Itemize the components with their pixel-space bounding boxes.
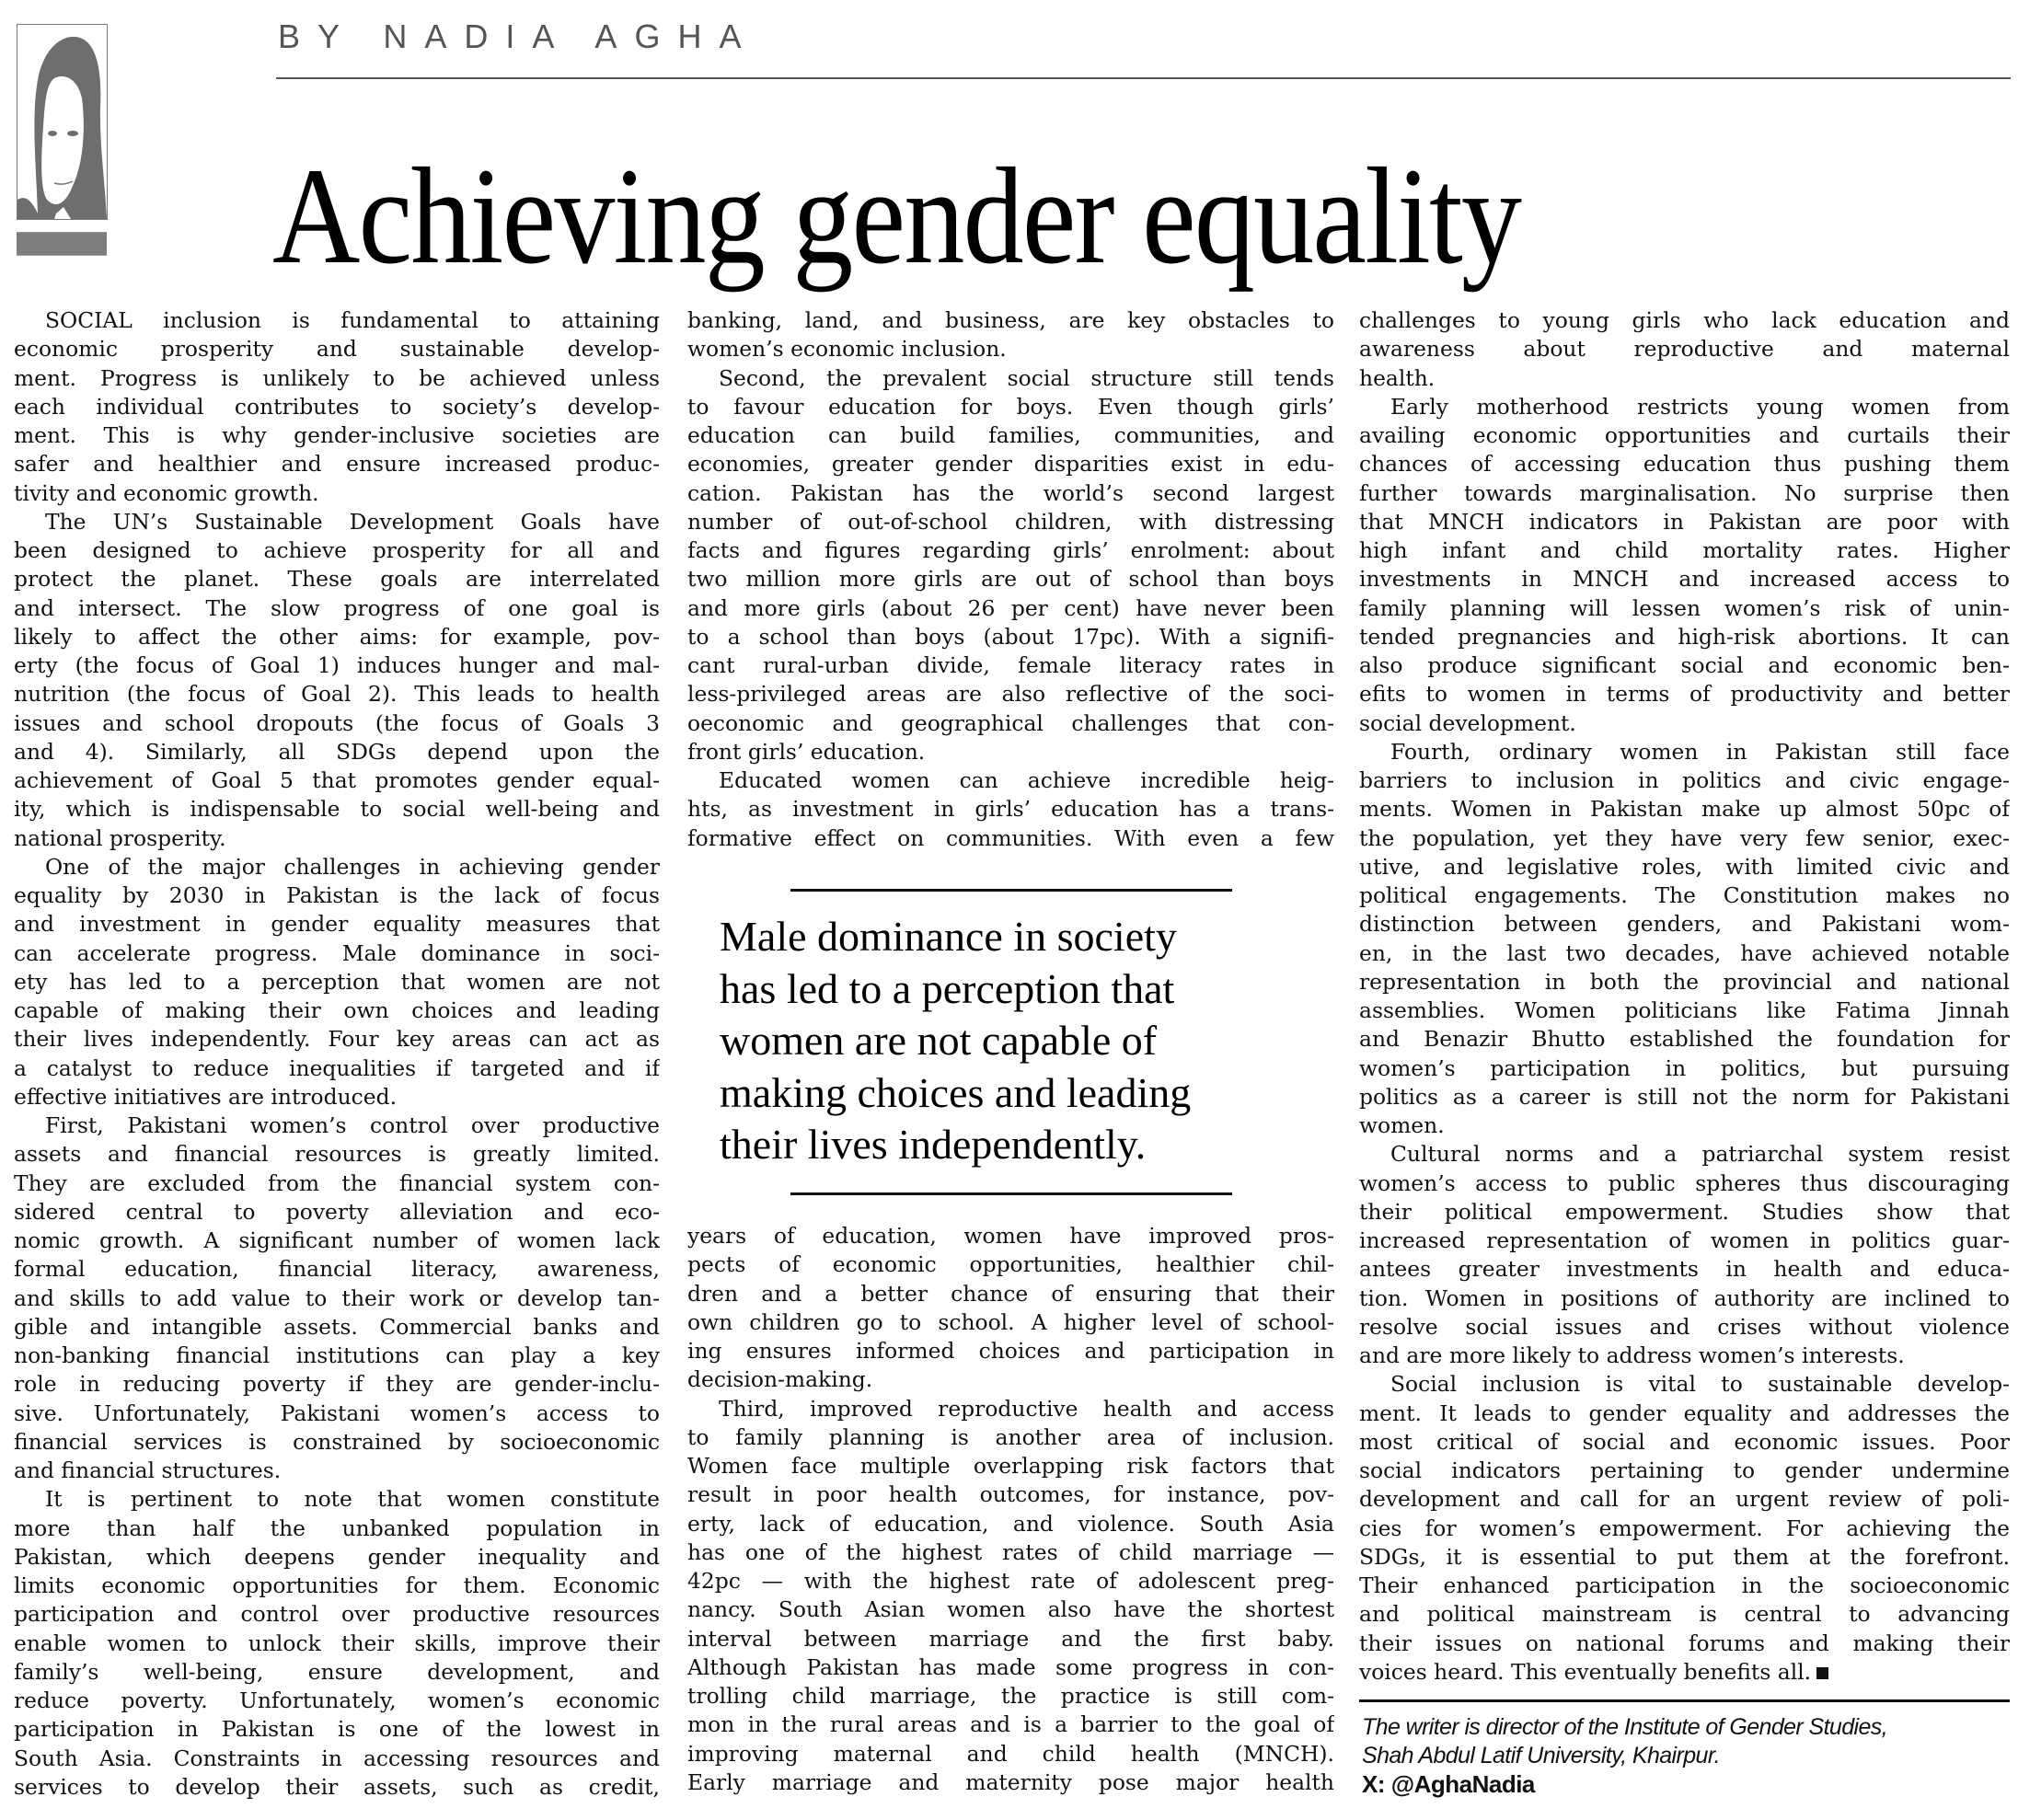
article-text-line: national prosperity. <box>14 824 226 851</box>
article-text-line: a catalyst to reduce inequalities if targeted and if <box>14 1054 660 1081</box>
article-text-line: oeconomic and geographical challenges that con- <box>687 709 1334 736</box>
article-text-line: Cultural norms and a patriarchal system resist <box>1390 1141 2010 1168</box>
article-text-line: cation. Pakistan has the world’s second largest <box>687 479 1334 506</box>
article-text-line: their issues on national forums and making their <box>1359 1630 2010 1656</box>
article-text-line: One of the major challenges in achieving gender <box>45 853 660 880</box>
article-text-line: been designed to achieve prosperity for all and <box>14 537 660 563</box>
pullquote <box>720 911 1309 1171</box>
article-text-line: Pakistan, which deepens gender inequality and <box>14 1543 660 1570</box>
headline: Achieving gender equality <box>272 140 1521 293</box>
article-text-line: equality by 2030 in Pakistan is the lack of focus <box>14 882 660 908</box>
article-text-line: nutrition (the focus of Goal 2). This leads to health <box>14 681 660 708</box>
author-portrait-icon <box>17 25 107 219</box>
article-text-line: development and call for an urgent review of poli- <box>1359 1486 2010 1513</box>
article-text-line: participation in Pakistan is one of the lowest in <box>14 1716 660 1743</box>
article-text-line: Although Pakistan has made some progress in con- <box>687 1653 1334 1680</box>
article-text-line: women’s economic inclusion. <box>687 336 1007 363</box>
article-text-line: and intersect. The slow progress of one goal is <box>14 594 660 621</box>
article-text-line: and financial structures. <box>14 1457 282 1483</box>
article-text-line: each individual contributes to society’s develop- <box>14 393 660 420</box>
article-text-line: erty (the focus of Goal 1) induces hunger and mal- <box>14 652 660 678</box>
article-text-line: front girls’ education. <box>687 738 926 765</box>
pullquote-line: Male dominance in society <box>720 913 1177 960</box>
article-text-line: formal education, financial literacy, awareness, <box>14 1256 660 1283</box>
article-text-line: ment. Progress is unlikely to be achieved unless <box>14 364 660 391</box>
article-text-line: politics as a career is still not the norm for Pakistani <box>1359 1083 2010 1110</box>
article-column-2-top <box>687 306 1334 853</box>
article-text-line: participation and control over productive resources <box>14 1601 660 1628</box>
article-text-line: less-privileged areas are also reflective of the soci- <box>687 681 1334 708</box>
article-text-line: challenges to young girls who lack education and <box>1359 307 2010 333</box>
article-text-line: health. <box>1359 364 1436 391</box>
article-text-line: facts and figures regarding girls’ enrolment: about <box>687 537 1334 563</box>
article-text-line: South Asia. Constraints in accessing resources and <box>14 1745 660 1771</box>
article-text-line: efits to women in terms of productivity and better <box>1359 681 2010 708</box>
article-text-line: SDGs, it is essential to put them at the forefront. <box>1359 1543 2010 1570</box>
article-text-line: pects of economic opportunities, healthier chil- <box>687 1251 1334 1278</box>
article-text-line: economies, greater gender disparities exist in edu- <box>687 451 1334 478</box>
article-text-line: Early marriage and maternity pose major health <box>687 1768 1334 1795</box>
article-text-line: has one of the highest rates of child marriage — <box>687 1538 1334 1565</box>
article-text-line: chances of accessing education thus pushing them <box>1359 451 2010 478</box>
pullquote-line: making choices and leading <box>720 1068 1192 1116</box>
article-text-line: issues and school dropouts (the focus of Goals 3 <box>14 709 660 736</box>
article-text-line: tion. Women in positions of authority are inclined to <box>1359 1284 2010 1311</box>
credit-divider <box>1359 1699 2010 1702</box>
article-text-line: years of education, women have improved pros- <box>687 1223 1334 1249</box>
article-text-line: women’s participation in politics, but pursuing <box>1359 1054 2010 1081</box>
article-text-line: family planning will lessen women’s risk of unin- <box>1359 594 2010 621</box>
article-text-line: banking, land, and business, are key obstacles to <box>687 307 1334 333</box>
article-text-line: antees greater investments in health and educa- <box>1359 1256 2010 1283</box>
pullquote-line: women are not capable of <box>720 1017 1158 1064</box>
article-text-line: SOCIAL inclusion is fundamental to attaining <box>45 307 660 333</box>
article-text-line: gible and intangible assets. Commercial banks and <box>14 1313 660 1340</box>
article-text-line: Educated women can achieve incredible heig- <box>719 767 1334 793</box>
article-text-line: economic prosperity and sustainable develop- <box>14 336 660 363</box>
article-text-line: to favour education for boys. Even though girls’ <box>687 393 1334 420</box>
author-credit-line-2: Shah Abdul Latif University, Khairpur. <box>1362 1743 1720 1768</box>
article-text-line: limits economic opportunities for them. Economic <box>14 1572 660 1598</box>
article-text-line: Third, improved reproductive health and access <box>719 1395 1334 1422</box>
pullquote-bottom-rule <box>790 1192 1232 1195</box>
article-text-line: ety has led to a perception that women are not <box>14 968 660 995</box>
article-text-line: increased representation of women in politics guar- <box>1359 1227 2010 1253</box>
article-column-2-bottom <box>687 1222 1334 1797</box>
article-text-line: It is pertinent to note that women constitute <box>45 1486 660 1513</box>
article-text-line: availing economic opportunities and curtails their <box>1359 422 2010 448</box>
article-text-line: ment. This is why gender-inclusive societies are <box>14 422 660 448</box>
article-text-line: Second, the prevalent social structure still tends <box>719 364 1334 391</box>
article-text-line: result in poor health outcomes, for instance, pov- <box>687 1481 1334 1508</box>
article-text-line: ing ensures informed choices and participation in <box>687 1338 1334 1364</box>
article-text-line: social indicators pertaining to gender undermine <box>1359 1457 2010 1483</box>
pullquote-line: their lives independently. <box>720 1121 1147 1168</box>
article-text-line: They are excluded from the financial system con- <box>14 1169 660 1196</box>
article-text-line: protect the planet. These goals are interrelated <box>14 566 660 593</box>
article-text-line: voices heard. This eventually benefits all. <box>1359 1658 2010 1687</box>
article-text-line: high infant and child mortality rates. Higher <box>1359 537 2010 563</box>
article-text-line: non-banking financial institutions can play a key <box>14 1342 660 1368</box>
article-text-line: representation in both the provincial and national <box>1359 968 2010 995</box>
article-text-line: trolling child marriage, the practice is still com- <box>687 1683 1334 1709</box>
author-social-handle[interactable]: X: @AghaNadia <box>1362 1770 1535 1798</box>
article-text-line: Women face multiple overlapping risk factors that <box>687 1453 1334 1479</box>
article-text-line: dren and a better chance of ensuring that their <box>687 1280 1334 1307</box>
article-text-line: investments in MNCH and increased access to <box>1359 566 2010 593</box>
article-text-line: and political mainstream is central to advancing <box>1359 1601 2010 1628</box>
article-text-line: and Benazir Bhutto established the foundation for <box>1359 1026 2010 1053</box>
article-text-line: capable of making their own choices and leading <box>14 997 660 1023</box>
article-text-line: 42pc — with the highest rate of adolescent preg- <box>687 1568 1334 1594</box>
article-text-line: hts, as investment in girls’ education has a trans- <box>687 796 1334 823</box>
article-text-line: role in reducing poverty if they are gender-inclu- <box>14 1371 660 1398</box>
author-credit-line-1: The writer is director of the Institute of Gender Studies, <box>1362 1714 1888 1740</box>
pullquote-line: has led to a perception that <box>720 964 1175 1012</box>
article-text-line: awareness about reproductive and maternal <box>1359 336 2010 363</box>
author-credit <box>1362 1713 2012 1799</box>
article-text-line: likely to affect the other aims: for example, pov- <box>14 623 660 650</box>
article-text-line: also produce significant social and economic ben- <box>1359 652 2010 678</box>
article-text-line: nomic growth. A significant number of women lack <box>14 1227 660 1253</box>
article-text-line: Social inclusion is vital to sustainable develop- <box>1390 1371 2010 1398</box>
article-text-line: enable women to unlock their skills, improve their <box>14 1630 660 1656</box>
article-text-line: decision-making. <box>687 1366 873 1393</box>
article-text-line: Early motherhood restricts young women from <box>1390 393 2010 420</box>
article-text-line: sive. Unfortunately, Pakistani women’s access to <box>14 1400 660 1426</box>
article-text-line: and 4). Similarly, all SDGs depend upon the <box>14 738 660 765</box>
article-text-line: financial services is constrained by socioeconomic <box>14 1428 660 1455</box>
article-column-1 <box>14 306 660 1802</box>
article-text-line: more than half the unbanked population in <box>14 1515 660 1541</box>
article-text-line: mon in the rural areas and is a barrier to the goal of <box>687 1711 1334 1738</box>
article-text-line: to a school than boys (about 17pc). With a signifi- <box>687 623 1334 650</box>
article-text-line: ment. It leads to gender equality and addresses the <box>1359 1400 2010 1426</box>
byline: BY NADIA AGHA <box>278 17 759 55</box>
article-text-line: formative effect on communities. With even a few <box>687 824 1334 851</box>
author-photo <box>17 24 108 220</box>
pullquote-top-rule <box>790 889 1232 892</box>
article-text-line: assets and financial resources is greatly limited. <box>14 1141 660 1168</box>
article-text-line: tivity and economic growth. <box>14 479 319 506</box>
article-text-line: their political empowerment. Studies show that <box>1359 1198 2010 1225</box>
article-text-line: tended pregnancies and high-risk abortions. It can <box>1359 623 2010 650</box>
article-text-line: and are more likely to address women’s interests. <box>1359 1342 1905 1368</box>
article-text-line: Fourth, ordinary women in Pakistan still face <box>1390 738 2010 765</box>
article-text-line: en, in the last two decades, have achieved notable <box>1359 939 2010 966</box>
article-text-line: women. <box>1359 1112 1445 1138</box>
article-text-line: barriers to inclusion in politics and civic engage- <box>1359 767 2010 793</box>
article-text-line: education can build families, communities, and <box>687 422 1334 448</box>
article-text-line: resolve social issues and crises without violence <box>1359 1313 2010 1340</box>
article-text-line: First, Pakistani women’s control over productive <box>45 1112 660 1138</box>
end-of-article-mark-icon <box>1816 1667 1828 1679</box>
article-text-line: ments. Women in Pakistan make up almost 50pc of <box>1359 796 2010 823</box>
article-text-line: the population, yet they have very few senior, exec- <box>1359 824 2010 851</box>
article-column-3 <box>1359 306 2010 1687</box>
article-text-line: family’s well-being, ensure development, and <box>14 1658 660 1685</box>
article-text-line: erty, lack of education, and violence. South Asia <box>687 1510 1334 1537</box>
article-text-line: further towards marginalisation. No surprise then <box>1359 479 2010 506</box>
article-text-line: interval between marriage and the first baby. <box>687 1625 1334 1652</box>
article-text-line: services to develop their assets, such as credit, <box>14 1773 660 1800</box>
article-text-line: most critical of social and economic issues. Poor <box>1359 1428 2010 1455</box>
article-text-line: achievement of Goal 5 that promotes gender equal- <box>14 767 660 793</box>
article-text-line: sidered central to poverty alleviation and eco- <box>14 1198 660 1225</box>
photo-caption-bar <box>17 232 107 256</box>
article-text-line: and investment in gender equality measures that <box>14 911 660 938</box>
article-text-line: number of out-of-school children, with distressing <box>687 508 1334 535</box>
article-text-line: utive, and legislative roles, with limited civic and <box>1359 853 2010 880</box>
article-text-line: safer and healthier and ensure increased produc- <box>14 451 660 478</box>
article-text-line: and skills to add value to their work or develop tan- <box>14 1284 660 1311</box>
article-text-line: that MNCH indicators in Pakistan are poor with <box>1359 508 2010 535</box>
article-text-line: two million more girls are out of school than boys <box>687 566 1334 593</box>
article-text-line: improving maternal and child health (MNCH). <box>687 1740 1334 1767</box>
article-text-line: nancy. South Asian women also have the shortest <box>687 1596 1334 1623</box>
byline-divider <box>276 77 2011 79</box>
article-text-line: reduce poverty. Unfortunately, women’s economic <box>14 1688 660 1713</box>
article-text-line: assemblies. Women politicians like Fatima Jinnah <box>1359 997 2010 1023</box>
article-text-line: political engagements. The Constitution makes no <box>1359 882 2010 908</box>
article-text-line: and more girls (about 26 per cent) have never been <box>687 594 1334 621</box>
article-text-line: distinction between genders, and Pakistani wom- <box>1359 911 2010 938</box>
article-text-line: women’s access to public spheres thus discouraging <box>1359 1169 2010 1196</box>
article-text-line: social development. <box>1359 709 1576 736</box>
article-text-line: own children go to school. A higher level of school- <box>687 1308 1334 1335</box>
article-text-line: Their enhanced participation in the socioeconomic <box>1359 1572 2010 1598</box>
article-text-line: their lives independently. Four key areas can act as <box>14 1026 660 1053</box>
article-text-line: cant rural-urban divide, female literacy rates in <box>687 652 1334 678</box>
article-text-line: can accelerate progress. Male dominance in soci- <box>14 939 660 966</box>
article-text-line: to family planning is another area of inclusion. <box>687 1423 1334 1450</box>
article-text-line: effective initiatives are introduced. <box>14 1083 398 1110</box>
article-text-line: cies for women’s empowerment. For achieving the <box>1359 1515 2010 1541</box>
article-text-line: ity, which is indispensable to social well-being and <box>14 796 660 823</box>
article-text-line: The UN’s Sustainable Development Goals have <box>45 508 660 535</box>
